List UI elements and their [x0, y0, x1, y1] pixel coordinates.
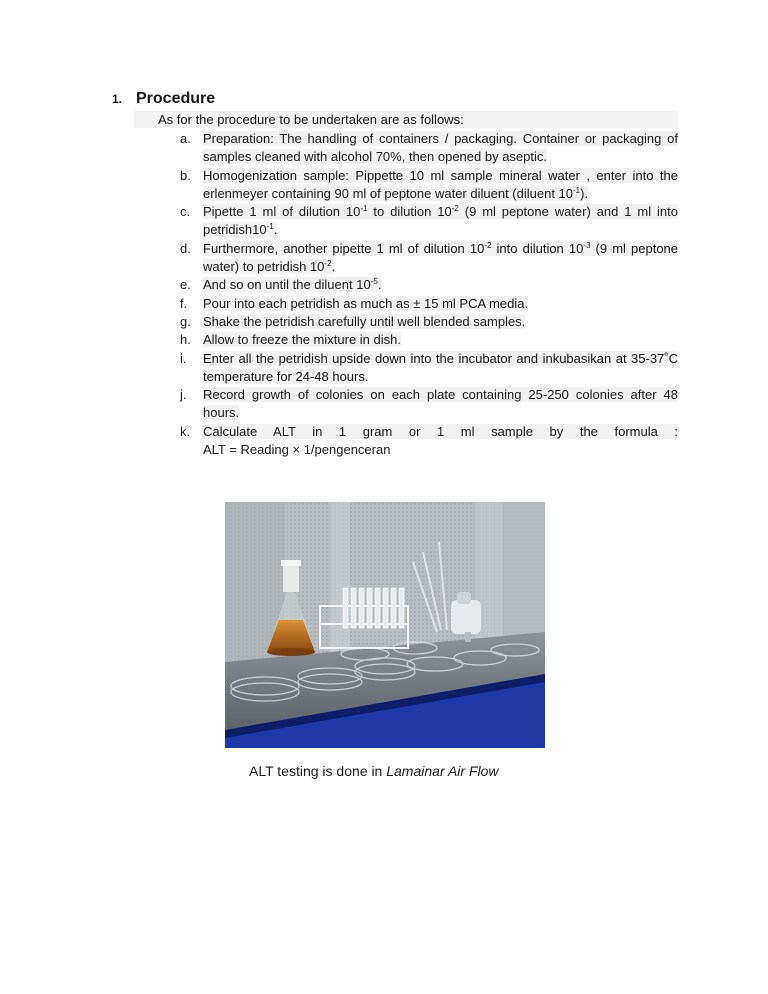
procedure-step — [180, 350, 678, 387]
step-text-part: Furthermore, another pipette 1 ml of dilution 10 — [203, 240, 485, 256]
step-text-part: into dilution 10 — [491, 240, 584, 256]
exponent: -2 — [484, 240, 492, 250]
step-text-part: Homogenization sample: Pippette 10 ml sample mineral water , enter into the erlenmeyer containing 90 ml of peptone water diluent (diluent 10 — [203, 167, 678, 201]
step-letter: e. — [180, 277, 191, 293]
step-letter: g. — [180, 313, 191, 329]
alt-formula: ALT = Reading × 1/pengenceran — [203, 442, 391, 458]
procedure-step — [180, 130, 678, 167]
step-text-part: Record growth of colonies on each plate containing 25-250 colonies after 48 hours. — [203, 387, 678, 421]
intro-paragraph: As for the procedure to be undertaken are as follows: — [134, 111, 678, 128]
step-letter: i. — [180, 350, 187, 366]
step-text — [203, 313, 678, 331]
step-text — [203, 350, 678, 387]
step-letter: f. — [180, 295, 188, 311]
exponent: -1 — [573, 185, 581, 195]
step-letter: h. — [180, 332, 191, 348]
exponent: -1 — [360, 204, 368, 214]
step-text — [203, 167, 678, 204]
step-text-part: Allow to freeze the mixture in dish. — [203, 332, 401, 348]
step-text-part: Preparation: The handling of containers / packaging. Container or packaging of samples cleaned with alcohol 70%, then opened by aseptic. — [203, 131, 678, 165]
lab-photo — [225, 502, 545, 748]
step-text — [203, 240, 678, 277]
section-title: Procedure — [136, 90, 216, 107]
exponent: -2 — [451, 204, 459, 214]
procedure-step — [180, 167, 678, 204]
exponent: -5 — [370, 277, 378, 287]
step-text-part: . — [331, 259, 336, 275]
step-text-part: (9 ml peptone water) and 1 ml into petridish10 — [203, 204, 678, 238]
procedure-steps-list — [180, 130, 678, 459]
step-text-part: Calculate ALT in 1 gram or 1 ml sample by the formula : — [203, 423, 678, 439]
exponent: -2 — [324, 259, 332, 269]
procedure-step — [180, 203, 678, 240]
step-text-part: . — [377, 277, 382, 293]
step-letter: a. — [180, 131, 191, 146]
step-text — [203, 203, 678, 240]
photo-caption — [249, 763, 499, 779]
step-text-part: . — [273, 222, 278, 238]
caption-text: ALT testing is done in — [249, 763, 387, 779]
step-text — [203, 386, 678, 423]
step-text-part: Pour into each petridish as much as ± 15 ml PCA media. — [203, 295, 529, 311]
step-text — [203, 423, 678, 460]
step-text-part: Shake the petridish carefully until well blended samples. — [203, 313, 526, 329]
step-text-part: Enter all the petridish upside down into the incubator and inkubasikan at 35-37˚C temperature for 24-48 hours. — [203, 350, 678, 384]
section-heading — [112, 90, 215, 108]
step-text — [203, 295, 678, 313]
step-letter: j. — [180, 387, 187, 403]
step-text-part: Pipette 1 ml of dilution 10 — [203, 204, 361, 220]
step-text — [203, 276, 678, 294]
procedure-step — [180, 295, 678, 313]
procedure-step — [180, 313, 678, 331]
exponent: -3 — [583, 240, 591, 250]
caption-emphasis: Lamainar Air Flow — [386, 763, 499, 779]
procedure-step — [180, 423, 678, 460]
procedure-step — [180, 276, 678, 294]
step-text-part: (9 ml peptone water) to petridish 10 — [203, 240, 679, 275]
step-text — [203, 331, 678, 349]
step-letter: c. — [180, 204, 191, 220]
step-letter: b. — [180, 167, 191, 183]
step-text-part: to dilution 10 — [367, 204, 452, 220]
procedure-step — [180, 386, 678, 423]
section-number: 1. — [112, 92, 123, 106]
step-text-part: And so on until the diluent 10 — [203, 277, 371, 293]
procedure-step — [180, 240, 678, 277]
procedure-step — [180, 331, 678, 349]
step-letter: k. — [180, 423, 191, 439]
step-text-part: ). — [580, 185, 589, 201]
step-letter: d. — [180, 240, 191, 256]
exponent: -1 — [266, 222, 274, 232]
step-text — [203, 130, 678, 167]
